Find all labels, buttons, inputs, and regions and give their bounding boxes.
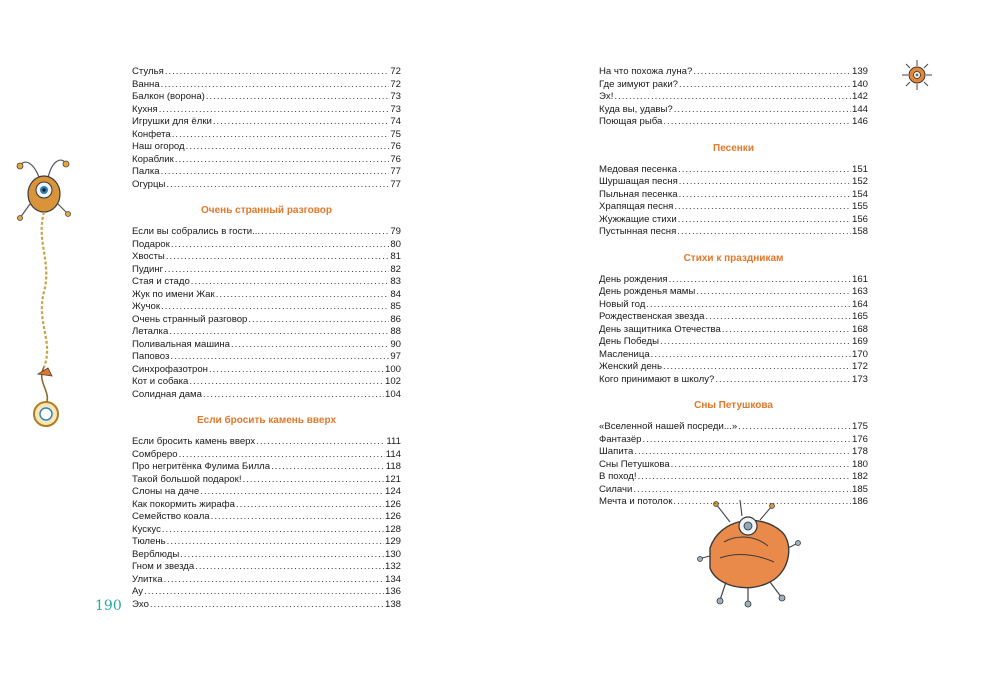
dot-leader [236, 499, 384, 512]
toc-entry-page: 81 [390, 251, 401, 262]
toc-entry [132, 389, 401, 402]
toc-entry-page: 121 [384, 473, 401, 485]
toc-entry [599, 496, 868, 509]
gear-sun-illustration [900, 58, 934, 92]
dot-leader [678, 164, 851, 177]
toc-entry-title: Эхо [132, 598, 149, 610]
toc-entry [132, 511, 401, 524]
toc-entry [599, 214, 868, 227]
toc-entry-page: 186 [851, 496, 868, 507]
toc-entry-title: Сомбреро [132, 448, 178, 460]
toc-entry-title: Стулья [132, 66, 164, 77]
toc-entry [132, 339, 401, 352]
dot-leader [144, 586, 384, 599]
toc-entry-title: Пыльная песенка [599, 188, 678, 200]
toc-entry-title: В поход! [599, 471, 637, 482]
dot-leader [715, 374, 851, 387]
toc-entry-page: 163 [851, 286, 868, 297]
dot-leader [738, 421, 851, 434]
toc-entry [132, 549, 401, 562]
toc-entry [599, 79, 868, 92]
dot-leader [248, 314, 389, 327]
toc-entry [599, 176, 868, 189]
toc-entry [132, 179, 401, 192]
dot-leader [679, 176, 851, 189]
toc-entry-page: 164 [851, 298, 868, 310]
toc-entry-title: Пудинг [132, 263, 164, 275]
toc-entry-page: 88 [390, 326, 401, 337]
dot-leader [179, 449, 385, 462]
toc-entry-page: 84 [390, 288, 401, 300]
toc-entry [132, 574, 401, 587]
toc-entry-page: 138 [384, 598, 401, 610]
dot-leader [161, 166, 390, 179]
toc-entry-page: 79 [390, 226, 401, 237]
toc-entry-page: 111 [386, 436, 401, 447]
dot-leader [671, 459, 851, 472]
toc-entry [599, 484, 868, 497]
toc-entry-page: 154 [851, 188, 868, 200]
toc-entry-title: Такой большой подарок! [132, 473, 242, 485]
dot-leader [663, 116, 851, 129]
toc-group-right-2 [599, 164, 868, 239]
dot-leader [673, 496, 851, 509]
toc-entry-page: 165 [851, 311, 868, 322]
toc-entry-page: 158 [851, 226, 868, 237]
dot-leader [169, 326, 389, 339]
toc-entry-page: 75 [390, 128, 401, 140]
dot-leader [170, 351, 389, 364]
toc-entry-page: 180 [851, 458, 868, 470]
toc-entry-title: Подарок [132, 238, 170, 250]
toc-entry-title: Кускус [132, 523, 161, 535]
dot-leader [180, 549, 384, 562]
toc-entry-title: Тюлень [132, 536, 166, 547]
toc-entry-page: 100 [384, 363, 401, 375]
toc-entry [132, 314, 401, 327]
toc-entry-page: 77 [390, 166, 401, 177]
dot-leader [166, 251, 390, 264]
toc-right-column [599, 66, 868, 509]
robot-creature-illustration [690, 498, 805, 608]
toc-entry-page: 83 [390, 276, 401, 287]
toc-entry-title: Рождественская звезда [599, 311, 705, 322]
dot-leader [211, 511, 384, 524]
toc-entry [599, 324, 868, 337]
toc-entry-page: 90 [390, 338, 401, 350]
toc-entry [599, 66, 868, 79]
dot-leader [646, 299, 851, 312]
toc-entry-page: 139 [851, 66, 868, 77]
dot-leader [261, 226, 389, 239]
toc-entry-title: Пустынная песня [599, 226, 677, 237]
toc-entry-title: Жужжащие стихи [599, 213, 677, 225]
toc-group-left-2 [132, 226, 401, 401]
toc-entry-page: 85 [390, 301, 401, 312]
toc-entry-page: 173 [851, 373, 868, 385]
toc-entry [599, 299, 868, 312]
toc-entry-page: 86 [390, 313, 401, 325]
dot-leader [633, 484, 851, 497]
toc-entry-page: 97 [390, 351, 401, 362]
toc-entry-title: Жук по имени Жак [132, 288, 215, 300]
toc-entry [599, 471, 868, 484]
toc-entry-title: Наш огород [132, 141, 185, 152]
toc-entry-page: 175 [851, 421, 868, 432]
toc-entry-page: 129 [384, 536, 401, 547]
dot-leader [678, 214, 851, 227]
section-heading: Если бросить камень вверх [196, 415, 337, 426]
toc-entry-title: Палка [132, 166, 160, 177]
toc-entry-title: Верблюды [132, 548, 180, 560]
toc-entry [132, 499, 401, 512]
toc-entry-page: 76 [390, 141, 401, 152]
toc-entry [132, 104, 401, 117]
section-heading: Очень странный разговор [201, 205, 332, 216]
toc-group-left-1 [132, 66, 401, 191]
dot-leader [679, 189, 851, 202]
toc-entry [599, 201, 868, 214]
toc-entry-page: 156 [851, 213, 868, 225]
dot-leader [693, 66, 851, 79]
toc-entry-page: 74 [390, 116, 401, 127]
toc-group-right-1 [599, 66, 868, 129]
toc-entry-page: 72 [390, 78, 401, 90]
toc-entry [599, 336, 868, 349]
toc-entry [599, 164, 868, 177]
dot-leader [161, 301, 389, 314]
dot-leader [216, 289, 390, 302]
dot-leader [722, 324, 851, 337]
toc-entry-title: Мечта и потолок [599, 496, 673, 507]
toc-group-right-4 [599, 421, 868, 509]
dot-leader [203, 389, 384, 402]
toc-entry-page: 152 [851, 176, 868, 187]
toc-entry-title: Леталка [132, 326, 169, 337]
dot-leader [164, 264, 389, 277]
toc-entry-page: 169 [851, 336, 868, 347]
dot-leader [195, 561, 384, 574]
toc-entry [599, 446, 868, 459]
toc-entry [599, 189, 868, 202]
toc-entry-page: 104 [384, 388, 401, 400]
dot-leader [206, 91, 389, 104]
toc-entry-title: Силачи [599, 483, 633, 495]
toc-entry-title: Огурцы [132, 178, 166, 190]
toc-entry [132, 91, 401, 104]
dot-leader [162, 524, 384, 537]
toc-entry-page: 73 [390, 91, 401, 102]
toc-entry-page: 182 [851, 471, 868, 482]
toc-entry-page: 73 [390, 103, 401, 115]
toc-entry-title: Шуршащая песня [599, 176, 678, 187]
toc-entry [132, 436, 401, 449]
toc-entry-page: 170 [851, 348, 868, 360]
toc-entry-title: Улитка [132, 573, 163, 585]
toc-entry-title: На что похожа луна? [599, 66, 693, 77]
toc-entry [132, 289, 401, 302]
toc-entry [132, 66, 401, 79]
dot-leader [150, 599, 384, 612]
toc-entry [132, 351, 401, 364]
toc-entry-title: Про негритёнка Фулима Билла [132, 461, 271, 472]
toc-entry-title: Поливальная машина [132, 338, 231, 350]
section-heading: Песенки [713, 142, 754, 154]
toc-entry-title: День Победы [599, 336, 660, 347]
dot-leader [651, 349, 851, 362]
toc-entry-page: 172 [851, 361, 868, 372]
dot-leader [669, 274, 851, 287]
toc-entry-title: Слоны на даче [132, 486, 200, 497]
toc-entry-title: Фантазёр [599, 433, 642, 445]
toc-entry-page: 80 [390, 238, 401, 250]
toc-entry-page: 126 [384, 498, 401, 510]
toc-entry [132, 599, 401, 612]
dot-leader [679, 79, 851, 92]
toc-entry [132, 524, 401, 537]
toc-entry-title: Кораблик [132, 153, 174, 165]
toc-entry-title: Медовая песенка [599, 163, 678, 175]
dot-leader [705, 311, 851, 324]
dot-leader [243, 474, 384, 487]
toc-entry [599, 349, 868, 362]
toc-entry [599, 434, 868, 447]
toc-entry-title: Конфета [132, 128, 171, 140]
dot-leader [166, 179, 389, 192]
toc-entry-title: Где зимуют раки? [599, 78, 679, 90]
dot-leader [200, 486, 384, 499]
toc-entry-title: Храпящая песня [599, 201, 674, 212]
toc-entry [132, 461, 401, 474]
dot-leader [614, 91, 851, 104]
dot-leader [643, 434, 851, 447]
toc-entry [132, 486, 401, 499]
toc-entry-page: 176 [851, 433, 868, 445]
dot-leader [164, 574, 384, 587]
dot-leader [638, 471, 851, 484]
toc-entry [132, 141, 401, 154]
toc-entry-title: День рождения [599, 273, 668, 285]
dot-leader [172, 129, 390, 142]
section-heading: Стихи к праздникам [683, 252, 784, 264]
dot-leader [175, 154, 390, 167]
section-heading: Сны Петушкова [694, 400, 773, 411]
dot-leader [271, 461, 385, 474]
toc-entry-page: 140 [851, 78, 868, 90]
toc-entry-page: 134 [384, 573, 401, 585]
toc-entry-title: Ау [132, 586, 144, 597]
dot-leader [660, 336, 851, 349]
toc-entry-title: День рожденья мамы [599, 286, 696, 297]
toc-entry-title: Новый год [599, 298, 646, 310]
toc-entry-title: Солидная дама [132, 388, 202, 400]
toc-entry-page: 126 [384, 511, 401, 522]
dot-leader [674, 104, 851, 117]
toc-entry-title: Сны Петушкова [599, 458, 670, 470]
toc-entry-title: Балкон (ворона) [132, 91, 205, 102]
toc-entry-title: Кот и собака [132, 376, 189, 387]
toc-entry-page: 185 [851, 483, 868, 495]
toc-entry-page: 82 [390, 263, 401, 275]
dot-leader [634, 446, 851, 459]
toc-entry-page: 161 [851, 273, 868, 285]
toc-entry-title: Кого принимают в школу? [599, 373, 715, 385]
toc-entry-page: 168 [851, 323, 868, 335]
toc-entry-title: Ванна [132, 78, 160, 90]
toc-entry-title: Жучок [132, 301, 161, 312]
toc-entry [132, 561, 401, 574]
toc-entry [599, 116, 868, 129]
dot-leader [696, 286, 851, 299]
toc-entry [132, 251, 401, 264]
toc-group-left-3 [132, 436, 401, 611]
page-number: 190 [95, 598, 122, 614]
toc-entry-title: Куда вы, удавы? [599, 103, 673, 115]
toc-entry [599, 286, 868, 299]
toc-left-column [132, 66, 401, 611]
toc-entry-title: Хвосты [132, 251, 165, 262]
toc-entry-title: Шапита [599, 446, 634, 457]
toc-entry-page: 114 [385, 448, 401, 460]
toc-entry [132, 376, 401, 389]
dot-leader [213, 116, 389, 129]
toc-entry-title: Женский день [599, 361, 662, 372]
toc-entry [599, 374, 868, 387]
toc-entry-page: 178 [851, 446, 868, 457]
toc-entry [132, 449, 401, 462]
toc-entry [132, 79, 401, 92]
dot-leader [677, 226, 851, 239]
dot-leader [186, 141, 390, 154]
dot-leader [159, 104, 390, 117]
dot-leader [167, 536, 384, 549]
toc-entry-title: Масленица [599, 348, 650, 360]
toc-entry [132, 326, 401, 339]
dot-leader [256, 436, 385, 449]
dot-leader [209, 364, 384, 377]
toc-entry-title: Паповоз [132, 351, 170, 362]
dot-leader [674, 201, 851, 214]
toc-entry [132, 116, 401, 129]
dot-leader [189, 376, 384, 389]
toc-entry [132, 264, 401, 277]
toc-entry-page: 76 [390, 153, 401, 165]
toc-entry [132, 226, 401, 239]
toc-entry-title: Гном и звезда [132, 561, 195, 572]
toc-entry [599, 361, 868, 374]
robot-on-chain-illustration [14, 152, 74, 452]
dot-leader [161, 79, 390, 92]
dot-leader [171, 239, 390, 252]
toc-entry-page: 72 [390, 66, 401, 77]
toc-entry-title: Очень странный разговор [132, 313, 248, 325]
toc-entry [132, 166, 401, 179]
toc-entry [132, 364, 401, 377]
toc-entry [599, 459, 868, 472]
toc-entry-title: Семейство коала [132, 511, 210, 522]
toc-entry [599, 226, 868, 239]
toc-entry-title: Если бросить камень вверх [132, 436, 256, 447]
toc-entry-title: Поющая рыба [599, 116, 663, 127]
toc-entry-page: 130 [384, 548, 401, 560]
toc-entry [132, 301, 401, 314]
toc-entry [132, 474, 401, 487]
toc-entry-page: 128 [384, 523, 401, 535]
toc-entry-page: 151 [851, 163, 868, 175]
toc-entry-title: Как покормить жирафа [132, 498, 235, 510]
toc-entry-page: 144 [851, 103, 868, 115]
toc-entry [132, 276, 401, 289]
toc-entry [599, 421, 868, 434]
toc-entry [599, 104, 868, 117]
toc-entry [599, 274, 868, 287]
toc-entry [132, 129, 401, 142]
toc-entry [132, 239, 401, 252]
toc-entry-page: 155 [851, 201, 868, 212]
toc-entry [599, 311, 868, 324]
toc-entry-page: 136 [384, 586, 401, 597]
toc-entry [599, 91, 868, 104]
dot-leader [165, 66, 390, 79]
toc-entry-title: Кухня [132, 103, 158, 115]
toc-entry-page: 118 [385, 461, 401, 472]
toc-entry [132, 154, 401, 167]
toc-entry-title: Стая и стадо [132, 276, 190, 287]
toc-entry-title: Эх! [599, 91, 614, 102]
dot-leader [231, 339, 389, 352]
toc-entry-page: 124 [384, 486, 401, 497]
toc-entry-title: Игрушки для ёлки [132, 116, 212, 127]
toc-entry-page: 142 [851, 91, 868, 102]
toc-entry [132, 536, 401, 549]
toc-entry-title: Синхрофазотрон [132, 363, 208, 375]
dot-leader [663, 361, 851, 374]
toc-entry [132, 586, 401, 599]
toc-entry-page: 102 [384, 376, 401, 387]
toc-entry-title: День защитника Отечества [599, 323, 721, 335]
toc-entry-title: «Вселенной нашей посреди...» [599, 421, 738, 432]
toc-entry-page: 77 [390, 178, 401, 190]
toc-entry-page: 146 [851, 116, 868, 127]
dot-leader [191, 276, 390, 289]
toc-entry-title: Если вы собрались в гости... [132, 226, 261, 237]
toc-group-right-3 [599, 274, 868, 387]
toc-entry-page: 132 [384, 561, 401, 572]
